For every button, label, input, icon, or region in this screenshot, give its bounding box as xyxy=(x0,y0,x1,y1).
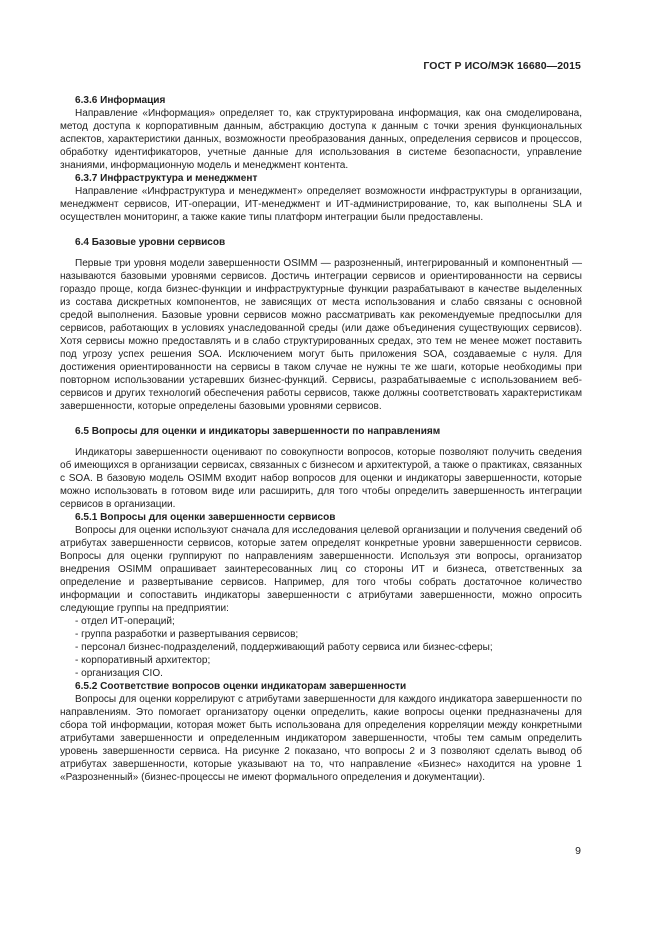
section-6-3-7-title: 6.3.7 Инфраструктура и менеджмент xyxy=(75,173,258,184)
list-item: - отдел ИТ-операций; xyxy=(75,616,175,627)
section-6-5-2-text: Вопросы для оценки коррелируют с атрибутами завершенности для каждого индикатора завершенности по направлениям. Это помогает организатору оценки определить, какие вопросы оценки предназначены для сбора той информации, которая может быть использована для определения корреляции между конкретными атрибутами завершенности и определенным индикатором завершенности, чтобы тем самым определить уровень завершенности сервиса. На рисунке 2 показано, что вопросы 2 и 3 позволяют сделать вывод об атрибутах завершенности, которые указывают на то, что направление «Бизнес» находится на уровне 1 «Разрозненный» (бизнес-процессы не имеют формального определения и документации). xyxy=(60,694,582,783)
section-6-3-7-text: Направление «Инфраструктура и менеджмент» определяет возможности инфраструктуры в организации, менеджмент сервисов, ИТ-операции, ИТ-менеджмент и ИТ-администрирование, то, как выполнены SLA и осуществлен мониторинг, а также какие типы платформ интеграции были предоставлены. xyxy=(60,186,582,223)
document-header: ГОСТ Р ИСО/МЭК 16680—2015 xyxy=(423,60,581,72)
list-item: - группа разработки и развертывания сервисов; xyxy=(75,629,299,640)
section-6-5-2-title: 6.5.2 Соответствие вопросов оценки индикаторам завершенности xyxy=(75,681,407,692)
section-6-5-title: 6.5 Вопросы для оценки и индикаторы завершенности по направлениям xyxy=(75,426,441,437)
list-item: - организация CIO. xyxy=(75,668,163,679)
section-6-5-text: Индикаторы завершенности оценивают по совокупности вопросов, которые позволяют получить сведения об имеющихся в организации сервисах, связанных с бизнесом и архитектурой, а также о практиках, связанных с SOA. В базовую модель OSIMM входит набор вопросов для оценки и индикаторы завершенности, которые можно использовать в готовом виде или расширить, для того чтобы определить завершенность интеграции сервисов в организации. xyxy=(60,447,582,510)
section-6-5-1-title: 6.5.1 Вопросы для оценки завершенности сервисов xyxy=(75,512,336,523)
section-6-3-6-text: Направление «Информация» определяет то, как структурирована информация, как она смоделирована, метод доступа к корпоративным данным, абстракцию доступа к данным с точки зрения функциональных аспектов, характеристики данных, возможности преобразования данных, определения сервисов и процессов, обработку идентификаторов, учетные данные для использования в системе безопасности, управление знаниями, информационную модель и менеджмент контента. xyxy=(60,108,582,171)
page-number: 9 xyxy=(575,845,581,857)
page-content xyxy=(60,94,582,784)
section-6-5-1-text: Вопросы для оценки используют сначала для исследования целевой организации и получения сведений об атрибутах завершенности сервисов, которые затем определят конкретные уровни завершенности сервисов. Вопросы для оценки группируют по направлениям завершенности. Используя эти вопросы, организатор внедрения OSIMM опрашивает заинтересованных лиц со стороны ИТ и бизнеса, ответственных за определение и развертывание сервисов. Например, для того чтобы собрать достаточное количество информации и сопоставить индикаторы завершенности с атрибутами завершенности, можно опросить следующие группы на предприятии: xyxy=(60,525,582,614)
section-6-3-6-title: 6.3.6 Информация xyxy=(75,95,166,106)
list-item: - корпоративный архитектор; xyxy=(75,655,211,666)
section-6-4-text: Первые три уровня модели завершенности OSIMM — разрозненный, интегрированный и компонентный — называются базовыми уровнями сервисов. Достичь интеграции сервисов и ориентированности на сервисы гораздо проще, когда бизнес-функции и инфраструктурные функции разрабатывают в качестве выделенных из состава дискретных компонентов, не зависящих от места использования и слабо связаны с основной средой выполнения. Базовые уровни сервисов можно рассматривать как рекомендуемые предпосылки для сервисов, работающих в условиях унаследованной среды (или даже объединения существующих сервисов). Хотя сервисы можно предоставлять и в слабо структурированных средах, это тем не менее может поставить под угрозу успех решения SOA. Исключением могут быть приложения SOA, создаваемые с нуля. Для достижения ориентированности на сервисы в таком случае не нужны те же шаги, которые необходимы при повторном использовании устаревших бизнес-функций. Сервисы, разрабатываемые с использованием веб-сервисов и других технологий обеспечения работы сервисов, также должны соответствовать характеристикам завершенности, которые определены базовыми уровнями сервисов. xyxy=(60,258,582,412)
list-item: - персонал бизнес-подразделений, поддерживающий работу сервиса или бизнес-сферы; xyxy=(75,642,493,653)
section-6-4-title: 6.4 Базовые уровни сервисов xyxy=(75,237,226,248)
